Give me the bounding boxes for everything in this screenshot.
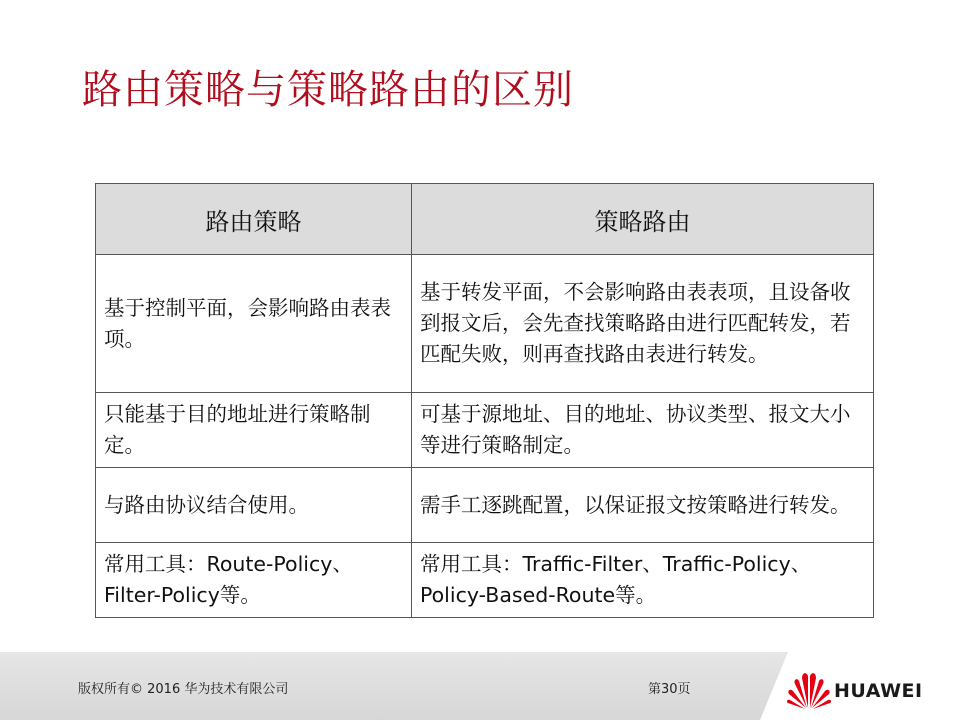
table-cell: 基于转发平面，不会影响路由表表项，且设备收到报文后，会先查找策略路由进行匹配转发，若匹配失败，则再查找路由表进行转发。 [412,255,874,393]
table-cell: 常用工具：Traffic-Filter、Traffic-Policy、Policy-Based-Route等。 [412,543,874,618]
table-cell: 常用工具：Route-Policy、Filter-Policy等。 [96,543,412,618]
table-cell: 只能基于目的地址进行策略制定。 [96,393,412,468]
table-cell: 需手工逐跳配置，以保证报文按策略进行转发。 [412,468,874,543]
table-row [96,468,874,543]
comparison-table [95,183,874,618]
huawei-brand-text: HUAWEI [834,680,923,702]
table-cell: 可基于源地址、目的地址、协议类型、报文大小等进行策略制定。 [412,393,874,468]
table-row [96,255,874,393]
page-number: 第30页 [648,682,691,697]
table-cell: 与路由协议结合使用。 [96,468,412,543]
huawei-logo-icon [786,670,832,710]
copyright-text: 版权所有© 2016 华为技术有限公司 [78,682,289,697]
header-routing-policy: 路由策略 [96,184,412,255]
table-cell: 基于控制平面，会影响路由表表项。 [96,255,412,393]
table-header-row [96,184,874,255]
table-row [96,543,874,618]
huawei-logo [786,670,936,710]
page-title: 路由策略与策略路由的区别 [82,67,574,113]
header-policy-based-routing: 策略路由 [412,184,874,255]
table-row [96,393,874,468]
